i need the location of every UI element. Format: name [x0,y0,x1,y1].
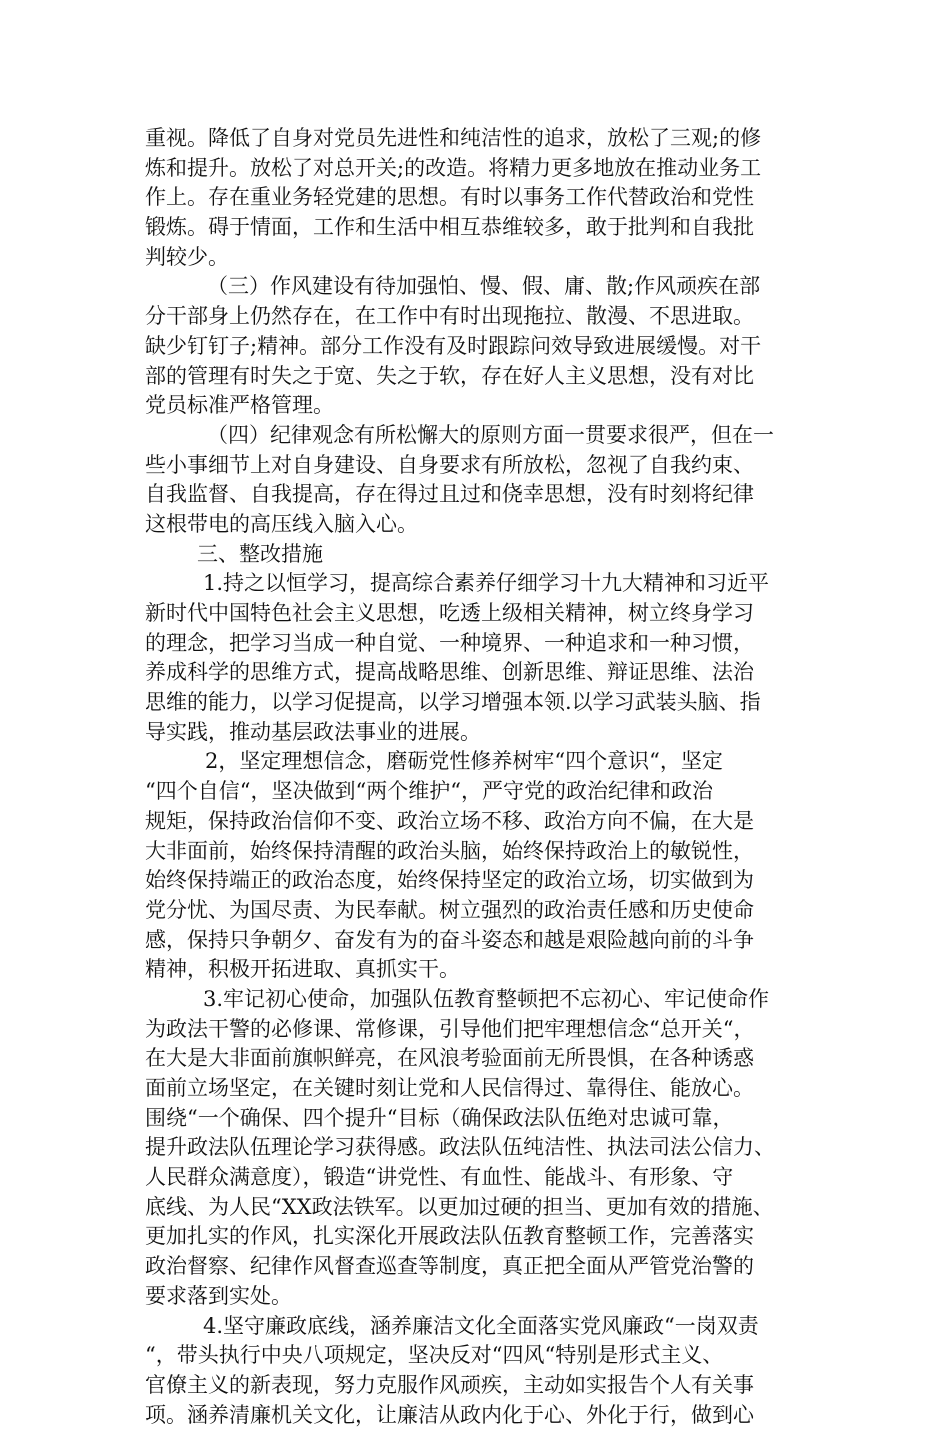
paragraph-line: 项。涵养清廉机关文化，让廉洁从政内化于心、外化于行，做到心 [145,1402,754,1427]
paragraph-line: 精神，积极开拓进取、真抓实干。 [145,957,460,982]
item-2-heading: 2，坚定理想信念，磨砺党性修养树牢“四个意识“，坚定 [205,749,723,774]
paragraph-line: 党分忧、为国尽责、为民奉献。树立强烈的政治责任感和历史使命 [145,897,754,922]
paragraph-line: 底线、为人民“XX政法铁军。以更加过硬的担当、更加有效的措施、 [145,1194,774,1219]
section-heading-4: （四）纪律观念有所松懈大的原则方面一贯要求很严，但在一 [207,422,774,447]
paragraph-line: 思维的能力，以学习促提高，以学习增强本领.以学习武装头脑、指 [145,690,761,715]
paragraph-line: 这根带电的高压线入脑入心。 [145,511,418,536]
paragraph-line: 更加扎实的作风，扎实深化开展政法队伍教育整顿工作，完善落实 [145,1224,754,1249]
paragraph-line: 自我监督、自我提高，存在得过且过和侥幸思想，没有时刻将纪律 [145,482,754,507]
paragraph-line: 重视。降低了自身对党员先进性和纯洁性的追求，放松了三观;的修 [145,126,762,150]
paragraph-line: 党员标准严格管理。 [145,393,334,418]
paragraph-line: 人民群众满意度），锻造“讲党性、有血性、能战斗、有形象、守 [145,1165,734,1190]
paragraph-line: 大非面前，始终保持清醒的政治头脑，始终保持政治上的敏锐性， [145,838,754,863]
paragraph-line: “，带头执行中央八项规定，坚决反对“四风“特别是形式主义、 [145,1343,724,1368]
paragraph-line: 分干部身上仍然存在，在工作中有时出现拖拉、散漫、不思进取。 [145,304,754,329]
section-title-rectification: 三、整改措施 [197,541,323,566]
paragraph-line: 作上。存在重业务轻党建的思想。有时以事务工作代替政治和党性 [145,185,754,210]
paragraph-line: 缺少钉钉子;精神。部分工作没有及时跟踪问效导致进展缓慢。对干 [145,333,762,358]
item-1-heading: 1.持之以恒学习，提高综合素养仔细学习十九大精神和习近平 [203,571,770,596]
paragraph-line: 始终保持端正的政治态度，始终保持坚定的政治立场，切实做到为 [145,868,754,893]
paragraph-line: 面前立场坚定，在关键时刻让党和人民信得过、靠得住、能放心。 [145,1076,754,1100]
paragraph-line: 养成科学的思维方式，提高战略思维、创新思维、辩证思维、法治 [145,660,754,685]
document-body [145,124,813,1430]
paragraph-line: 导实践，推动基层政法事业的进展。 [145,719,481,744]
item-4-heading: 4.坚守廉政底线，涵养廉洁文化全面落实党风廉政“一岗双责 [203,1313,759,1338]
paragraph-line: 炼和提升。放松了对总开关;的改造。将精力更多地放在推动业务工 [145,155,762,180]
paragraph-line: 的理念，把学习当成一种自觉、一种境界、一种追求和一种习惯， [145,630,754,655]
paragraph-line: 在大是大非面前旗帜鲜亮，在风浪考验面前无所畏惧，在各种诱惑 [145,1046,754,1071]
paragraph-line: 要求落到实处。 [145,1283,292,1308]
paragraph-line: 判较少。 [145,244,229,269]
paragraph-line: 感，保持只争朝夕、奋发有为的奋斗姿态和越是艰险越向前的斗争 [145,927,754,952]
paragraph-line: 政治督察、纪律作风督查巡查等制度，真正把全面从严管党治警的 [145,1254,754,1279]
paragraph-line: 官僚主义的新表现，努力克服作风顽疾，主动如实报告个人有关事 [145,1372,754,1397]
item-3-heading: 3.牢记初心使命，加强队伍教育整顿把不忘初心、牢记使命作 [203,986,770,1011]
paragraph-line: 部的管理有时失之于宽、失之于软，存在好人主义思想，没有对比 [145,363,754,388]
paragraph-line: “四个自信“，坚决做到“两个维护“，严守党的政治纪律和政治 [145,779,713,804]
paragraph-line: 规矩，保持政治信仰不变、政治立场不移、政治方向不偏，在大是 [145,808,754,833]
paragraph-line: 为政法干警的必修课、常修课，引导他们把牢理想信念“总开关“， [145,1016,755,1041]
paragraph-line: 提升政法队伍理论学习获得感。政法队伍纯洁性、执法司法公信力、 [145,1135,775,1160]
section-heading-3: （三）作风建设有待加强怕、慢、假、庸、散;作风顽疾在部 [207,274,761,299]
paragraph-line: 围绕“一个确保、四个提升“目标（确保政法队伍绝对忠诚可靠， [145,1105,734,1130]
paragraph-line: 锻炼。碍于情面，工作和生活中相互恭维较多，敢于批判和自我批 [145,215,754,240]
paragraph-line: 新时代中国特色社会主义思想，吃透上级相关精神，树立终身学习 [145,601,754,625]
paragraph-line: 些小事细节上对自身建设、自身要求有所放松，忽视了自我约束、 [145,452,754,477]
